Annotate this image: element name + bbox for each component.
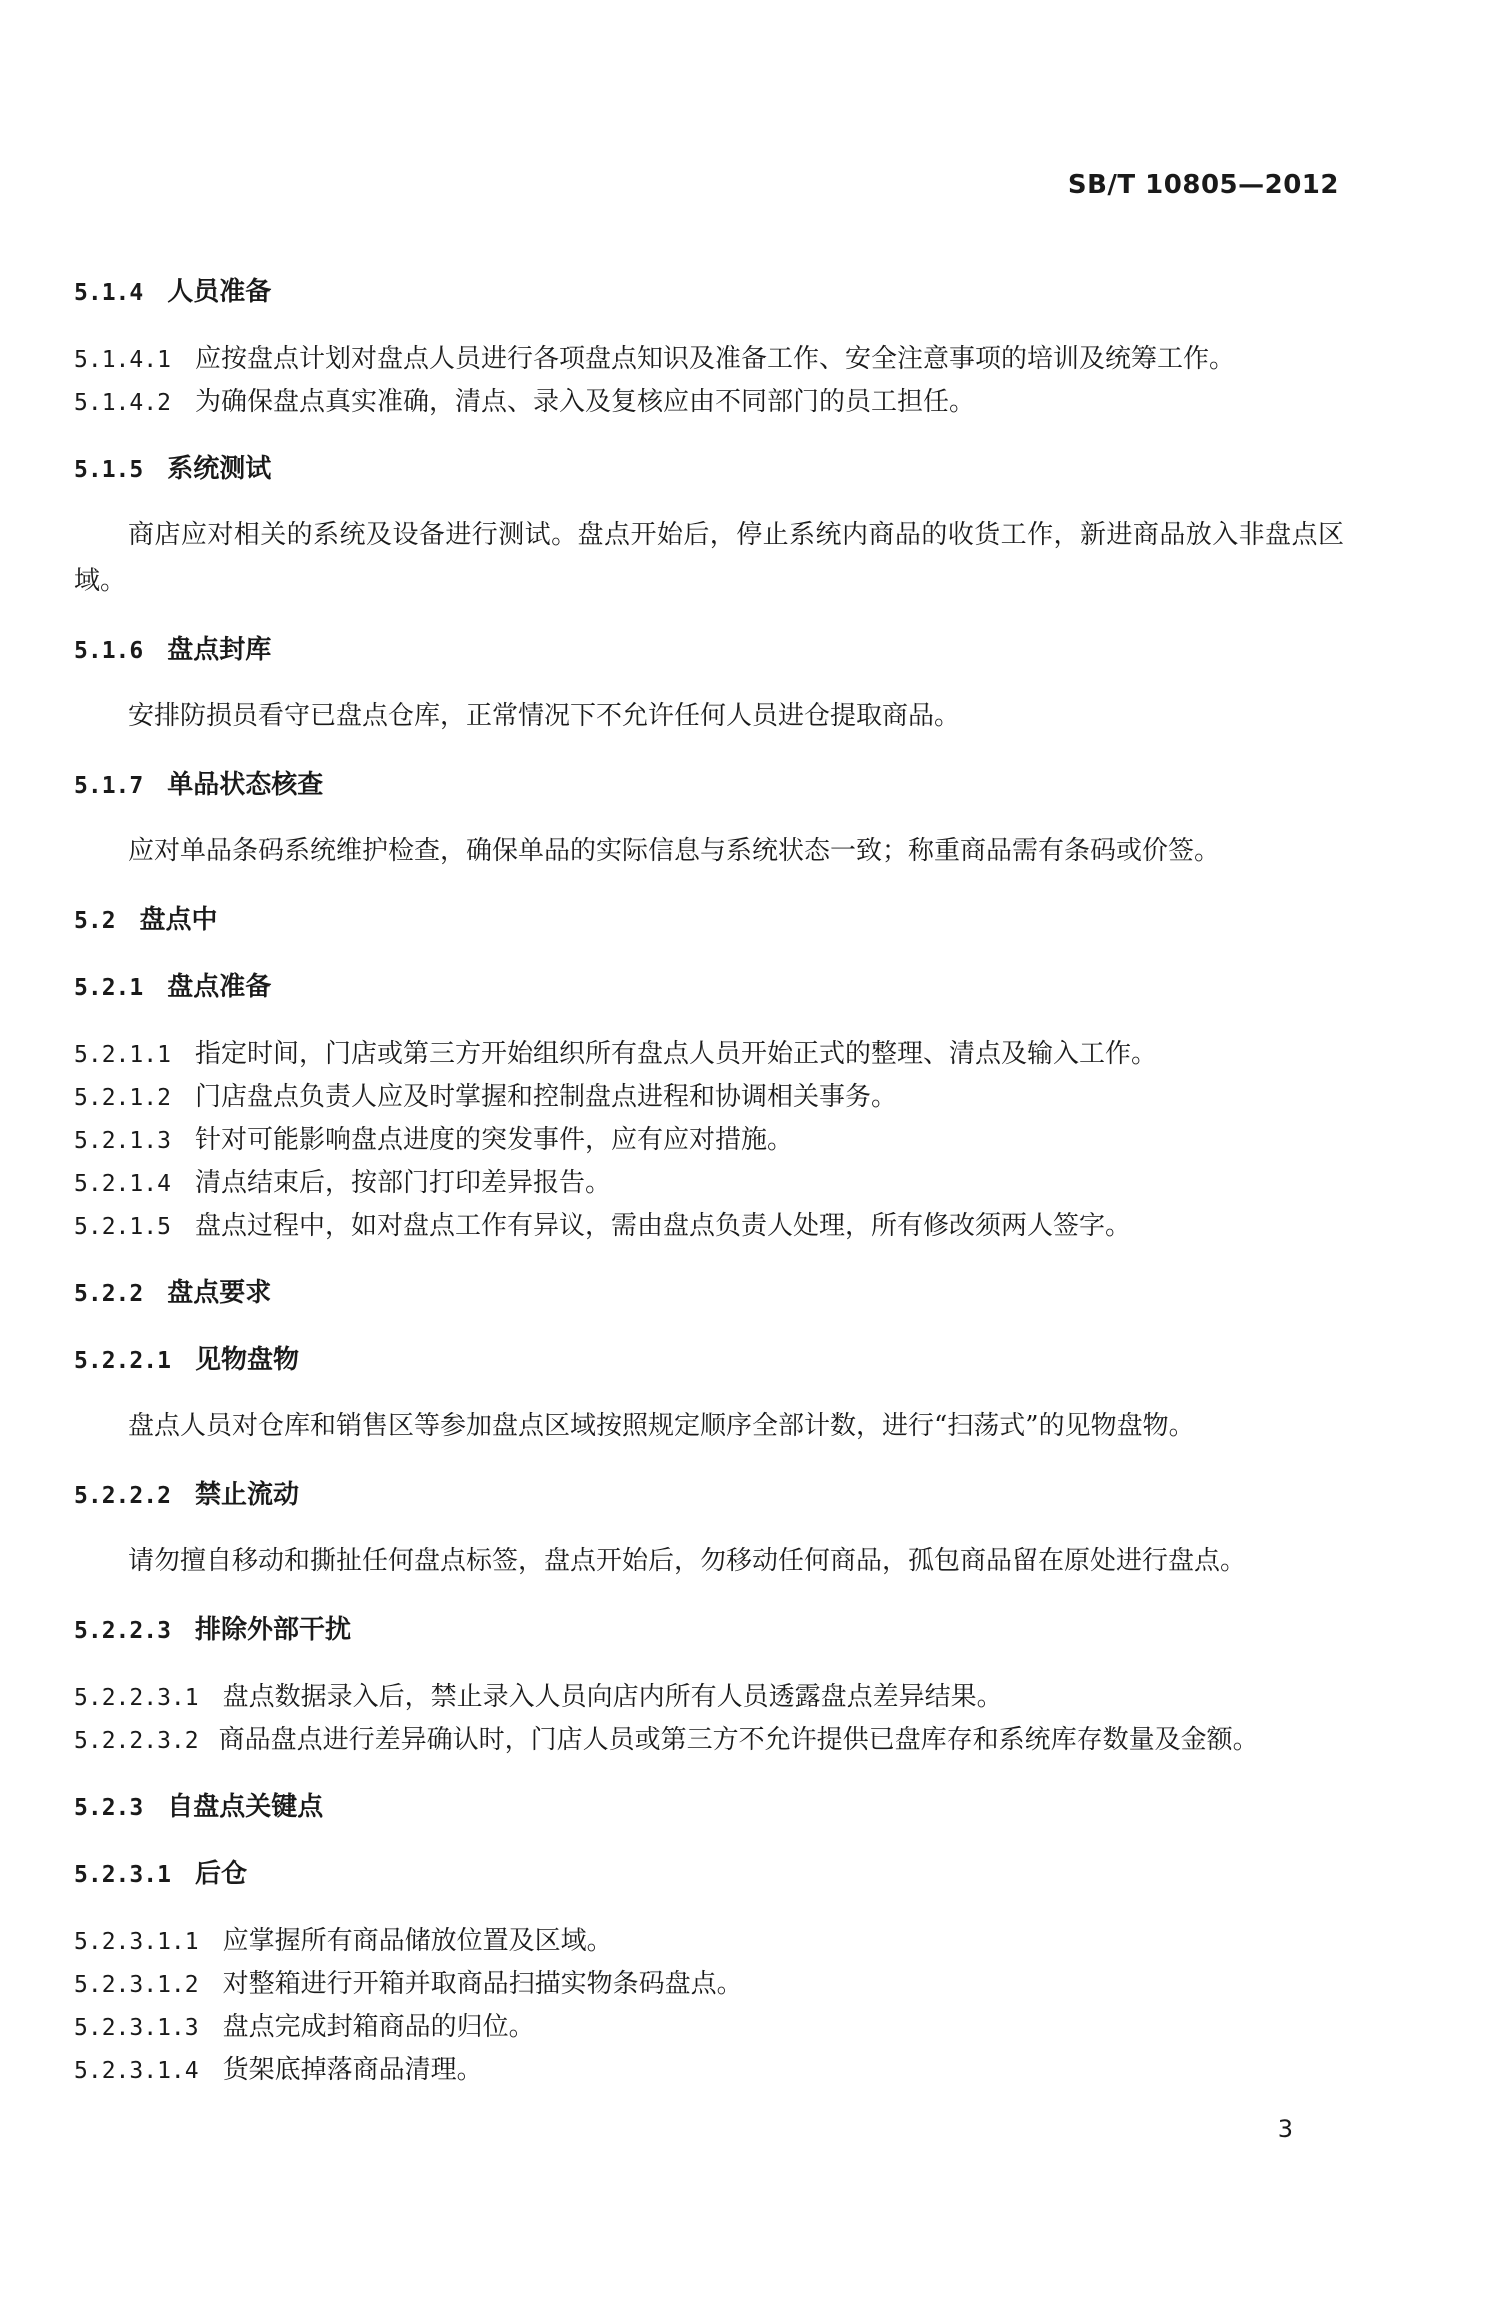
clause xyxy=(74,2007,1344,2048)
clause-number: 5.2.3.1.2 xyxy=(74,1972,199,1998)
section-heading xyxy=(74,765,1344,806)
section-number: 5.2.2.3 xyxy=(74,1618,171,1644)
page-number: 3 xyxy=(1277,2115,1293,2143)
paragraph: 商店应对相关的系统及设备进行测试。盘点开始后，停止系统内商品的收货工作，新进商品放入非盘点区域。 xyxy=(74,520,1344,596)
clause xyxy=(74,1206,1344,1247)
clause-number: 5.2.1.5 xyxy=(74,1214,171,1240)
section-title: 盘点封库 xyxy=(167,635,272,665)
clause-number: 5.2.3.1.4 xyxy=(74,2058,199,2084)
section-number: 5.1.4 xyxy=(74,280,144,306)
clause-number: 5.2.1.3 xyxy=(74,1128,171,1154)
section-number: 5.2.1 xyxy=(74,975,144,1001)
paragraph: 安排防损员看守已盘点仓库，正常情况下不允许任何人员进仓提取商品。 xyxy=(128,701,961,731)
section-title: 盘点中 xyxy=(139,905,218,935)
section-heading xyxy=(74,1340,1344,1381)
section-title: 盘点准备 xyxy=(167,972,272,1002)
section-heading xyxy=(74,1475,1344,1516)
standard-code: SB/T 10805—2012 xyxy=(1067,170,1339,200)
clause-number: 5.1.4.1 xyxy=(74,347,171,373)
section-title: 见物盘物 xyxy=(194,1345,299,1375)
section-number: 5.2.2 xyxy=(74,1281,144,1307)
clause-text: 门店盘点负责人应及时掌握和控制盘点进程和协调相关事务。 xyxy=(194,1082,897,1112)
section-heading xyxy=(74,1787,1344,1828)
clause-number: 5.2.1.2 xyxy=(74,1085,171,1111)
clause-text: 为确保盘点真实准确，清点、录入及复核应由不同部门的员工担任。 xyxy=(194,387,975,417)
section-title: 盘点要求 xyxy=(167,1278,272,1308)
section-heading xyxy=(74,967,1344,1008)
clause-number: 5.2.2.3.2 xyxy=(74,1728,199,1754)
section-number: 5.2.3.1 xyxy=(74,1862,171,1888)
section-heading xyxy=(74,1854,1344,1895)
clause xyxy=(74,339,1344,380)
clause-text: 针对可能影响盘点进度的突发事件，应有应对措施。 xyxy=(194,1125,793,1155)
clause xyxy=(74,1964,1344,2005)
clause-number: 5.1.4.2 xyxy=(74,390,171,416)
section-heading xyxy=(74,1610,1344,1651)
clause-text: 货架底掉落商品清理。 xyxy=(222,2055,483,2085)
clause-text: 对整箱进行开箱并取商品扫描实物条码盘点。 xyxy=(222,1969,743,1999)
clause-number: 5.2.1.4 xyxy=(74,1171,171,1197)
paragraph: 请勿擅自移动和撕扯任何盘点标签，盘点开始后，勿移动任何商品，孤包商品留在原处进行盘点。 xyxy=(128,1546,1247,1576)
clause-text: 盘点数据录入后，禁止录入人员向店内所有人员透露盘点差异结果。 xyxy=(222,1682,1003,1712)
clause xyxy=(74,1163,1344,1204)
section-title: 人员准备 xyxy=(167,277,272,307)
clause xyxy=(74,1677,1344,1718)
section-title: 自盘点关键点 xyxy=(167,1792,324,1822)
clause-number: 5.2.1.1 xyxy=(74,1042,171,1068)
section-title: 系统测试 xyxy=(167,454,272,484)
section-number: 5.1.7 xyxy=(74,773,144,799)
clause-text: 盘点过程中，如对盘点工作有异议，需由盘点负责人处理，所有修改须两人签字。 xyxy=(194,1211,1131,1241)
clause-number: 5.2.2.3.1 xyxy=(74,1685,199,1711)
section-heading xyxy=(74,449,1344,490)
section-number: 5.2.2.1 xyxy=(74,1348,171,1374)
section-number: 5.2 xyxy=(74,908,116,934)
clause xyxy=(74,1034,1344,1075)
section-title: 排除外部干扰 xyxy=(194,1615,351,1645)
section-heading xyxy=(74,272,1344,313)
document-body xyxy=(74,272,1344,2091)
paragraph: 盘点人员对仓库和销售区等参加盘点区域按照规定顺序全部计数，进行“扫荡式”的见物盘物。 xyxy=(128,1411,1195,1441)
clause-number: 5.2.3.1.3 xyxy=(74,2015,199,2041)
section-number: 5.1.5 xyxy=(74,457,144,483)
section-number: 5.2.2.2 xyxy=(74,1483,171,1509)
clause xyxy=(74,2050,1344,2091)
clause-text: 商品盘点进行差异确认时，门店人员或第三方不允许提供已盘库存和系统库存数量及金额。 xyxy=(218,1725,1259,1755)
clause xyxy=(74,1921,1344,1962)
section-title: 后仓 xyxy=(194,1859,247,1889)
paragraph: 应对单品条码系统维护检查，确保单品的实际信息与系统状态一致；称重商品需有条码或价签。 xyxy=(128,836,1221,866)
section-heading xyxy=(74,1273,1344,1314)
clause-text: 应掌握所有商品储放位置及区域。 xyxy=(222,1926,613,1956)
section-title: 禁止流动 xyxy=(194,1480,299,1510)
section-number: 5.2.3 xyxy=(74,1795,144,1821)
section-heading xyxy=(74,630,1344,671)
clause-text: 清点结束后，按部门打印差异报告。 xyxy=(194,1168,611,1198)
clause-text: 指定时间，门店或第三方开始组织所有盘点人员开始正式的整理、清点及输入工作。 xyxy=(194,1039,1157,1069)
section-heading xyxy=(74,900,1344,941)
clause xyxy=(74,1120,1344,1161)
clause xyxy=(74,1720,1344,1761)
section-number: 5.1.6 xyxy=(74,638,144,664)
clause-text: 盘点完成封箱商品的归位。 xyxy=(222,2012,535,2042)
clause-number: 5.2.3.1.1 xyxy=(74,1929,199,1955)
section-title: 单品状态核查 xyxy=(167,770,324,800)
clause xyxy=(74,1077,1344,1118)
clause-text: 应按盘点计划对盘点人员进行各项盘点知识及准备工作、安全注意事项的培训及统筹工作。 xyxy=(194,344,1235,374)
clause xyxy=(74,382,1344,423)
